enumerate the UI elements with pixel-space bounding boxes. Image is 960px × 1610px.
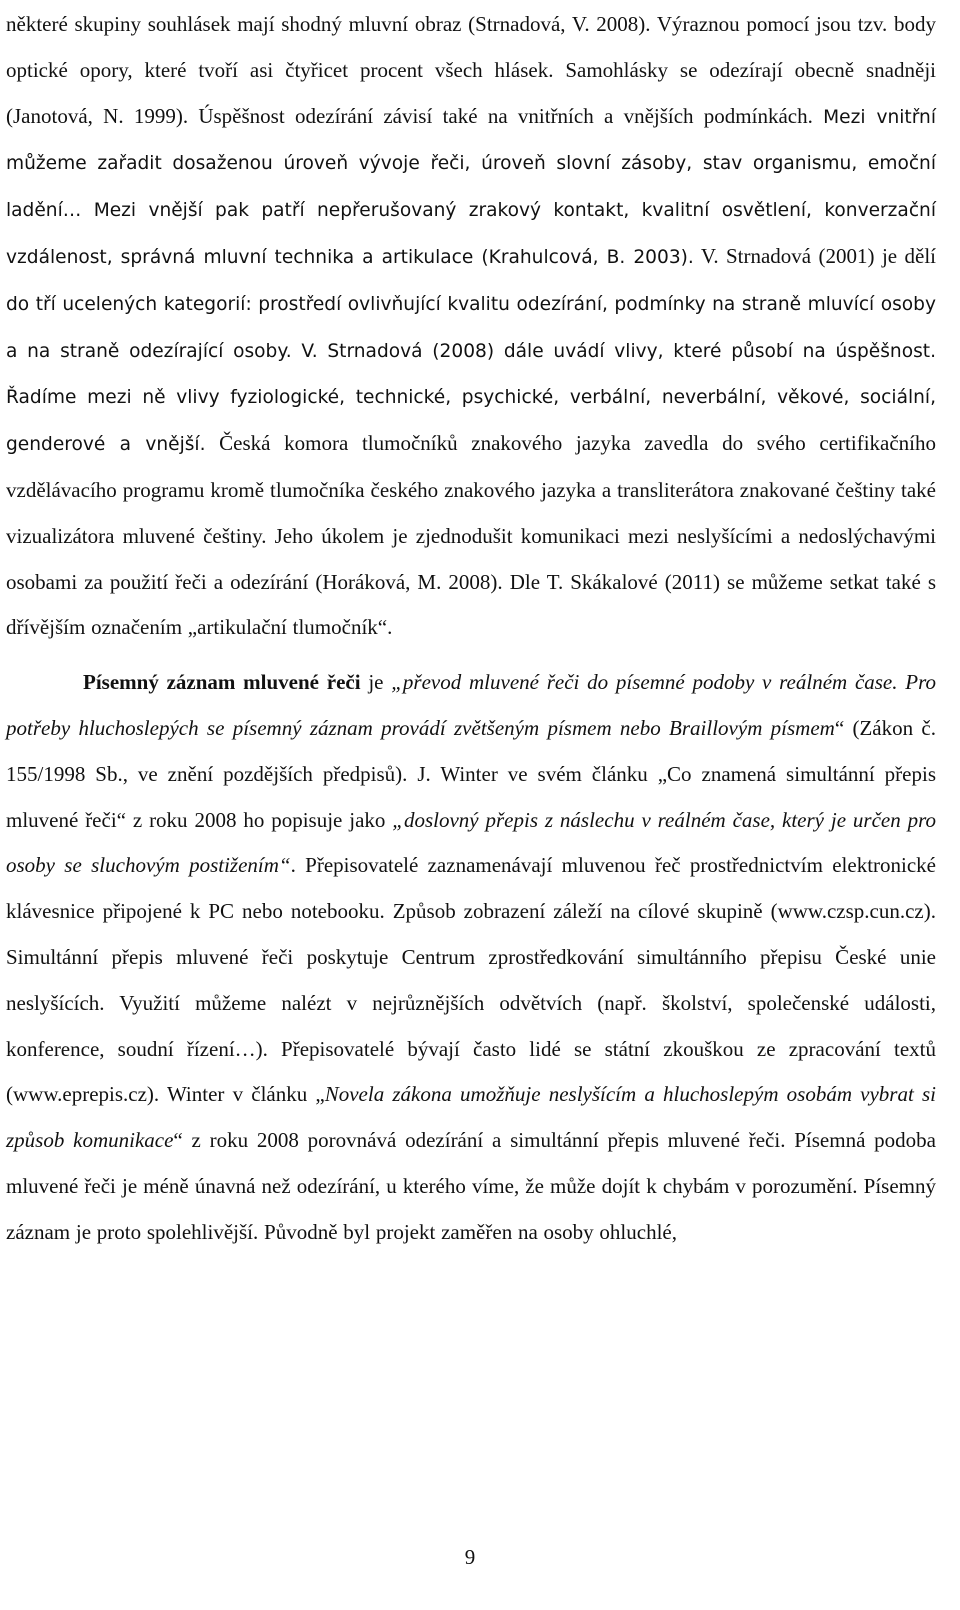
text-run: některé skupiny souhlásek mají shodný mluvní obraz (Strnadová, V. 2008). Výraznou pomocí jsou tzv. body optické opory, které tvoří asi čtyřicet procent všech hlásek. Samohlásky se odezírají obecně snadněji (Janotová, N. 1999). Úspěšnost odezírání závisí také na vnitřních a vnějších podmínkách.	[6, 12, 936, 128]
text-run-sans: Mezi vnitřní můžeme zařadit dosaženou úroveň vývoje řeči, úroveň slovní zásoby, stav organismu, emoční ladění… Mezi vnější pak patří nepřerušovaný zrakový kontakt, kvalitní osvětlení, konverzační vzdálenost, správná mluvní technika a artikulace (Krahulcová, B. 2003).	[6, 106, 936, 268]
page-number: 9	[464, 1545, 476, 1569]
text-run: . Přepisovatelé zaznamenávají mluvenou řeč prostřednictvím elektronické klávesnice připojené k PC nebo notebooku. Způsob zobrazení záleží na cílové skupině (www.czsp.cun.cz). Simultánní přepis mluvené řeči poskytuje Centrum zprostředkování simultánního přepisu České unie neslyšících. Využití můžeme nalézt v nejrůznějších odvětvích (např. školství, společenské události, konference, soudní řízení…). Přepisovatelé bývají často lidé se státní zkouškou ze zpracování textů (www.eprepis.cz). Winter v článku „	[6, 853, 936, 1107]
text-run: “ (Zákon č. 155/1998 Sb., ve znění pozdějších předpisů). J. Winter ve svém článku „Co znamená simultánní přepis mluvené řeči“ z roku 2008 ho popisuje jako	[6, 715, 936, 832]
document-page	[6, 2, 936, 1256]
text-run: V. Strnadová (2001) je dělí	[693, 243, 936, 268]
term-heading: Písemný záznam mluvené řeči	[83, 670, 361, 695]
quote-italic: Novela zákona umožňuje neslyšícím a hluchoslepým osobám vybrat si způsob komunikace	[6, 1082, 936, 1153]
quote-italic: „doslovný přepis z náslechu v reálném čase, který je určen pro osoby se sluchovým postižením“	[6, 807, 936, 878]
paragraph-lipreading	[6, 2, 936, 651]
text-run: “ z roku 2008 porovnává odezírání a simultánní přepis mluvené řeči. Písemná podoba mluvené řeči je méně únavná než odezírání, u kterého víme, že může dojít k chybám v porozumění. Písemný záznam je proto spolehlivější. Původně byl projekt zaměřen na osoby ohluchlé,	[6, 1128, 936, 1244]
quote-italic: „převod mluvené řeči do písemné podoby v reálném čase. Pro potřeby hluchoslepých se písemný záznam provádí zvětšeným písmem nebo Braillovým písmem	[6, 670, 936, 740]
text-run: je	[360, 670, 392, 695]
paragraph-speech-transcription	[6, 660, 936, 1255]
text-run-sans: do tří ucelených kategorií: prostředí ovlivňující kvalitu odezírání, podmínky na straně mluvící osoby a na straně odezírající osoby. V. Strnadová (2008) dále uvádí vlivy, které působí na úspěšnost. Řadíme mezi ně vlivy fyziologické, technické, psychické, verbální, neverbální, věkové, sociální, genderové a vnější.	[6, 293, 936, 456]
text-run: Česká komora tlumočníků znakového jazyka zavedla do svého certifikačního vzdělávacího programu kromě tlumočníka českého znakového jazyka a transliterátora znakované češtiny také vizualizátora mluvené češtiny. Jeho úkolem je zjednodušit komunikaci mezi neslyšícími a nedoslýchavými osobami za použití řeči a odezírání (Horáková, M. 2008). Dle T. Skákalové (2011) se můžeme setkat také s dřívějším označením „artikulační tlumočník“.	[6, 431, 937, 640]
